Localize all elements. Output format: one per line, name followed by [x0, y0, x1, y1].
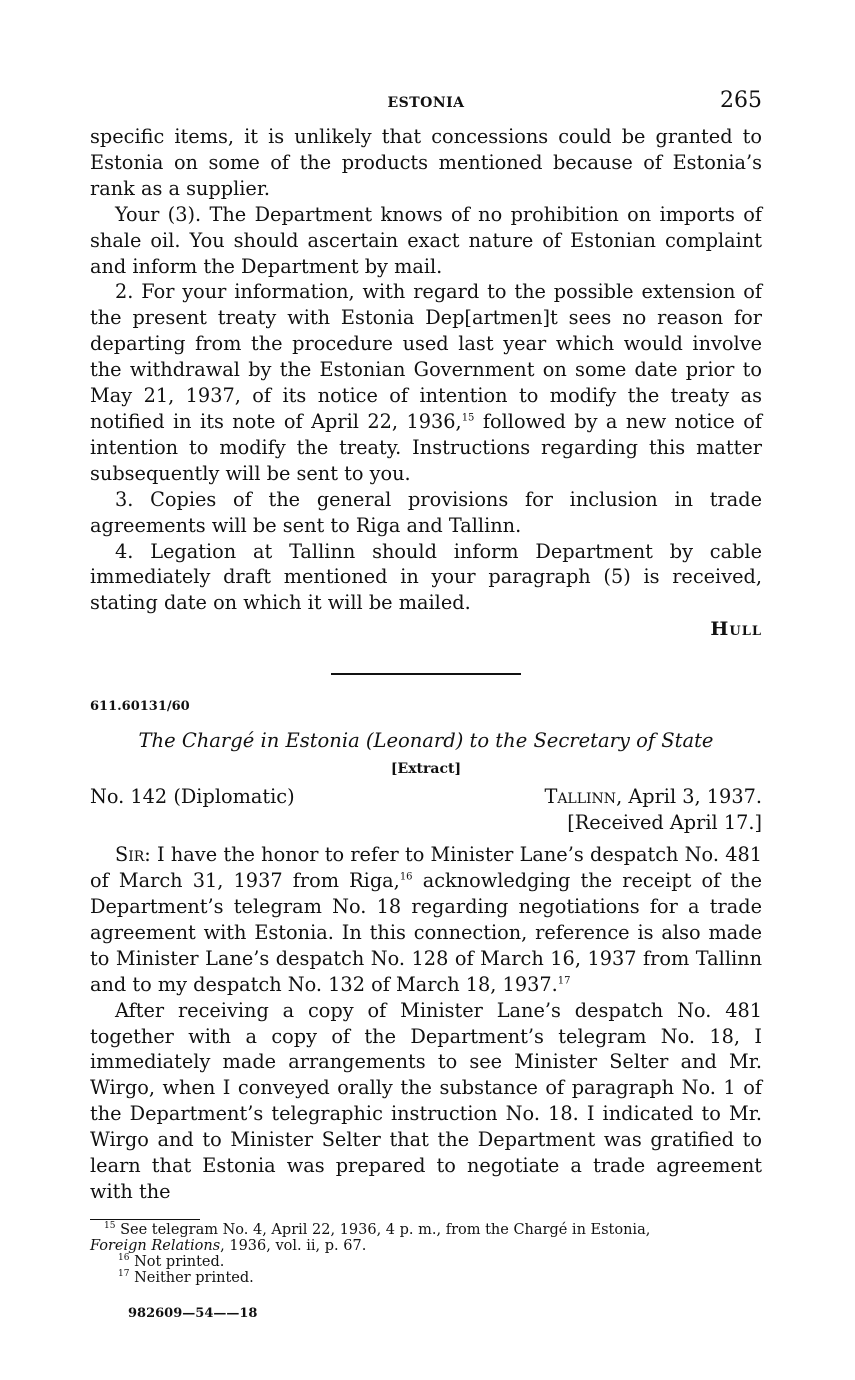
print-code: 982609—54——18 [128, 1306, 258, 1322]
footnote-ref-15: 15 [461, 412, 475, 424]
running-header [90, 88, 762, 124]
file-number: 611.60131/60 [90, 699, 190, 715]
paragraph-3: 3. Copies of the general provisions for inclusion in trade agreements will be sent to Riga and Tallinn. [90, 487, 762, 537]
extract-label: [Extract] [390, 761, 462, 778]
footnote-15-italic: Foreign Relations [90, 1238, 221, 1255]
footnotes [90, 1222, 762, 1286]
paragraph-2-text-a: 2. For your information, with regard to the possible extension of the present treaty with Estonia Dep[artmen]t sees no reason for departing from the procedure used last year which would involve the withdrawal by the Estonian Government on some date prior to May 21, 1937, of its notice of intention to modify the treaty as notified in its note of April 22, 1936, [90, 280, 762, 433]
footnote-16-number: 16 [118, 1253, 130, 1264]
footnote-15 [90, 1222, 762, 1238]
letter-paragraph-1-text-a: : I have the honor to refer to Minister Lane’s despatch No. 481 of March 31, 1937 from Riga, [90, 843, 762, 893]
footnote-ref-16: 16 [399, 871, 413, 883]
paragraph-2 [90, 279, 762, 486]
document-number: No. 142 (Diplomatic) [90, 785, 295, 809]
place-and-date [544, 784, 762, 836]
page-number: 265 [720, 88, 762, 113]
footnote-15-rest: , 1936, vol. ii, p. 67. [220, 1238, 367, 1255]
paragraph-your-3: Your (3). The Department knows of no prohibition on imports of shale oil. You should ascertain exact nature of Estonian complaint and inform the Department by mail. [90, 202, 762, 278]
paragraph-2-text-b: followed by a new notice of intention to modify the treaty. Instructions regarding this matter subsequently will be sent to you. [90, 409, 762, 485]
document-meta [90, 784, 762, 836]
letter-body [90, 842, 762, 1205]
received-date: [Received April 17.] [567, 811, 762, 835]
signature: Hull [710, 618, 762, 641]
page [90, 88, 762, 1321]
footnote-15-text: See telegram No. 4, April 22, 1936, 4 p. m., from the Chargé in Estonia, [120, 1222, 651, 1239]
footnote-17-number: 17 [118, 1269, 130, 1280]
footnote-15-continued [90, 1238, 762, 1254]
letter-paragraph-1 [90, 842, 762, 997]
footnote-16 [90, 1254, 762, 1270]
running-title: ESTONIA [387, 95, 465, 111]
salutation: Sir [115, 843, 145, 867]
letter-paragraph-2: After receiving a copy of Minister Lane’s despatch No. 481 together with a copy of the Department’s telegram No. 18, I immediately made arrangements to see Minister Selter and Mr. Wirgo, when I conveyed orally the substance of paragraph No. 1 of the Department’s telegraphic instruction No. 18. I indicated to Mr. Wirgo and to Minister Selter that the Department was gratified to learn that Estonia was prepared to negotiate a trade agreement with the [90, 998, 762, 1203]
document-title: The Chargé in Estonia (Leonard) to the Secretary of State [138, 729, 714, 753]
footnote-rule [90, 1219, 200, 1221]
footnote-17-text: Neither printed. [134, 1270, 254, 1287]
footnote-15-number: 15 [104, 1221, 116, 1232]
footnote-16-text: Not printed. [134, 1254, 225, 1271]
footnote-ref-17: 17 [557, 975, 571, 987]
place: Tallinn [544, 785, 617, 809]
letter-paragraph-1-text-b: acknowledging the receipt of the Department’s telegram No. 18 regarding negotiations for a trade agreement with Estonia. In this connection, reference is also made to Minister Lane’s despatch No. 128 of March 16, 1937 from Tallinn and to my despatch No. 132 of March 18, 1937. [90, 869, 762, 996]
section-divider [331, 673, 521, 675]
paragraph-4: 4. Legation at Tallinn should inform Department by cable immediately draft mentioned in your paragraph (5) is received, stating date on which it will be mailed. [90, 539, 762, 615]
paragraph-continued: specific items, it is unlikely that concessions could be granted to Estonia on some of the products mentioned because of Estonia’s rank as a supplier. [90, 125, 762, 200]
footnote-17 [90, 1270, 762, 1286]
date: , April 3, 1937. [616, 785, 762, 809]
